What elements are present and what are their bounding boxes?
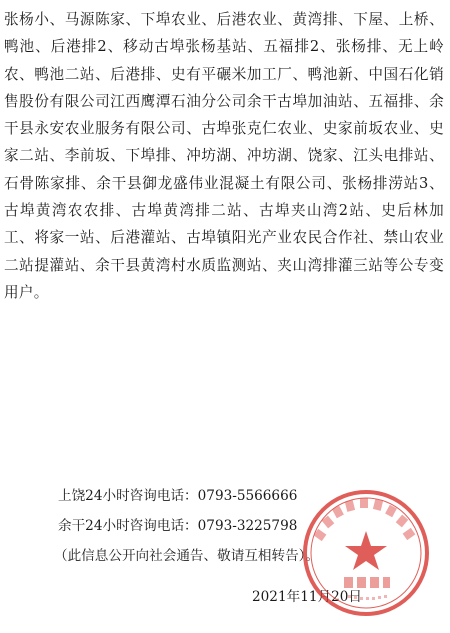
- contact-block: [54, 481, 428, 571]
- public-notice: （此信息公开向社会通告、敬请互相转告）。: [54, 548, 320, 564]
- shangrao-hotline: 上饶24小时咨询电话：0793-5566666: [58, 488, 298, 504]
- affected-users-paragraph: 张杨小、马源陈家、下埠农业、后港农业、黄湾排、下屋、上桥、鸭池、后港排2、移动古埠张杨基站、五福排2、张杨排、无上岭农、鸭池二站、后港排、史有平碾米加工厂、鸭池新、中国石化销售股份有限公司江西鹰潭石油分公司余干古埠加油站、五福排、余干县永安农业服务有限公司、古埠张克仁农业、史家前坂农业、史家二站、李前坂、下埠排、冲坊湖、冲坊湖、饶家、江头电排站、石骨陈家排、余干县御龙盛伟业混凝土有限公司、张杨排涝站3、古埠黄湾农农排、古埠黄湾排二站、古埠夹山湾2站、史后林加工、将家一站、后港灌站、古埠镇阳光产业农民合作社、禁山农业二站提灌站、余干县黄湾村水质监测站、夹山湾排灌三站等公专变用户。: [4, 11, 444, 301]
- yugan-hotline: 余干24小时咨询电话：0793-3225798: [58, 518, 298, 534]
- issue-date: 2021年11月20日: [252, 589, 362, 605]
